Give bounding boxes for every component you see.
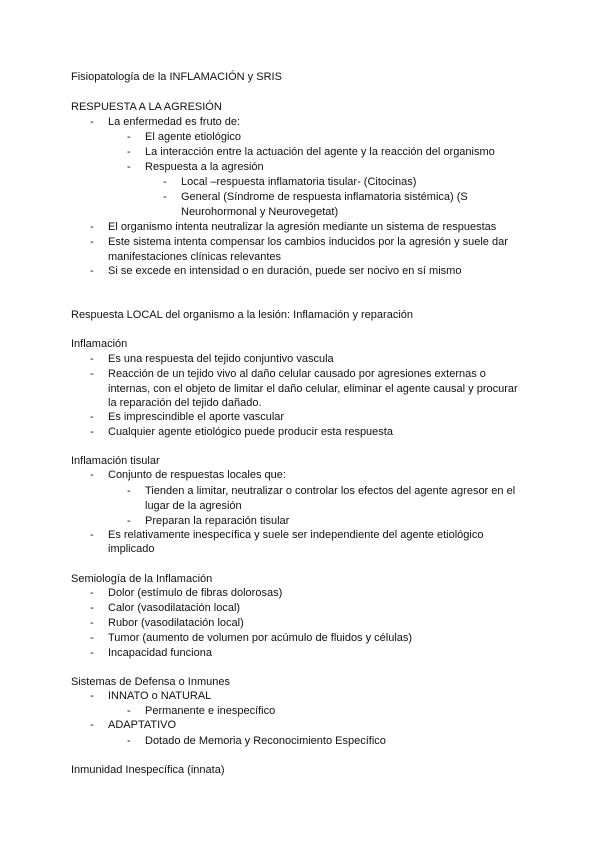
list-item: Conjunto de respuestas locales que: [108,469,286,481]
list-item: Calor (vasodilatación local) [108,602,241,614]
bullet-dash: - [90,368,94,380]
list-item: La interacción entre la actuación del agente y la reacción del organismo [145,146,495,158]
list-item-continuation: la reparación del tejido dañado. [108,397,262,409]
bullet-dash: - [127,705,131,717]
bullet-dash: - [90,426,94,438]
bullet-dash: - [127,735,131,747]
list-item: Respuesta a la agresión [145,161,264,173]
list-item: Es imprescindible el aporte vascular [108,411,285,423]
bullet-dash: - [90,221,94,233]
bullet-dash: - [90,411,94,423]
bullet-dash: - [127,146,131,158]
bullet-dash: - [127,161,131,173]
document-title: Fisiopatología de la INFLAMACIÓN y SRIS [71,71,282,83]
bullet-dash: - [163,191,167,203]
bullet-dash: - [90,632,94,644]
list-item-continuation: implicado [108,543,155,555]
bullet-dash: - [90,587,94,599]
bullet-dash: - [163,176,167,188]
bullet-dash: - [90,617,94,629]
bullet-dash: - [90,265,94,277]
bullet-dash: - [127,131,131,143]
section-heading: Sistemas de Defensa o Inmunes [71,676,230,688]
list-item-continuation: Neurohormonal y Neurovegetat) [181,206,339,218]
bullet-dash: - [90,719,94,731]
list-item: Rubor (vasodilatación local) [108,617,244,629]
list-item: La enfermedad es fruto de: [108,116,241,128]
bullet-dash: - [90,602,94,614]
bullet-dash: - [90,236,94,248]
section-heading: Respuesta LOCAL del organismo a la lesión: Inflamación y reparación [71,309,413,321]
list-item: Reacción de un tejido vivo al daño celular causado por agresiones externas o [108,368,486,380]
list-item: Preparan la reparación tisular [145,515,290,527]
list-item: Es una respuesta del tejido conjuntivo vascula [108,353,334,365]
bullet-dash: - [90,353,94,365]
bullet-dash: - [127,485,131,497]
bullet-dash: - [90,647,94,659]
section-heading: Inflamación [71,338,128,350]
bullet-dash: - [90,116,94,128]
list-item-continuation: manifestaciones clínicas relevantes [108,251,282,263]
section-heading: Inflamación tisular [71,455,160,467]
list-item: El agente etiológico [145,131,242,143]
list-item: General (Síndrome de respuesta inflamatoria sistémica) (S [181,191,468,203]
list-item-continuation: lugar de la agresión [145,500,242,512]
list-item: Local –respuesta inflamatoria tisular- (Citocinas) [181,176,417,188]
bullet-dash: - [90,529,94,541]
list-item: Permanente e inespecífico [145,705,276,717]
section-heading: Semiología de la Inflamación [71,573,213,585]
list-item: Tumor (aumento de volumen por acúmulo de fluidos y células) [108,632,413,644]
list-item: INNATO o NATURAL [108,690,212,702]
list-item: El organismo intenta neutralizar la agresión mediante un sistema de respuestas [108,221,497,233]
bullet-dash: - [127,515,131,527]
bullet-dash: - [90,469,94,481]
list-item: Cualquier agente etiológico puede producir esta respuesta [108,426,393,438]
list-item: Tienden a limitar, neutralizar o controlar los efectos del agente agresor en el [145,485,516,497]
list-item: Si se excede en intensidad o en duración, puede ser nocivo en sí mismo [108,265,462,277]
list-item: Este sistema intenta compensar los cambios inducidos por la agresión y suele dar [108,236,508,248]
section-heading: RESPUESTA A LA AGRESIÓN [71,101,222,113]
list-item-continuation: internas, con el objeto de limitar el daño celular, eliminar el agente causal y procurar [108,383,518,395]
list-item: ADAPTATIVO [108,719,177,731]
section-heading: Inmunidad Inespecífica (innata) [71,764,225,776]
list-item: Dotado de Memoria y Reconocimiento Específico [145,735,386,747]
bullet-dash: - [90,690,94,702]
list-item: Es relativamente inespecífica y suele ser independiente del agente etiológico [108,529,484,541]
list-item: Incapacidad funciona [108,647,212,659]
list-item: Dolor (estímulo de fibras dolorosas) [108,587,283,599]
